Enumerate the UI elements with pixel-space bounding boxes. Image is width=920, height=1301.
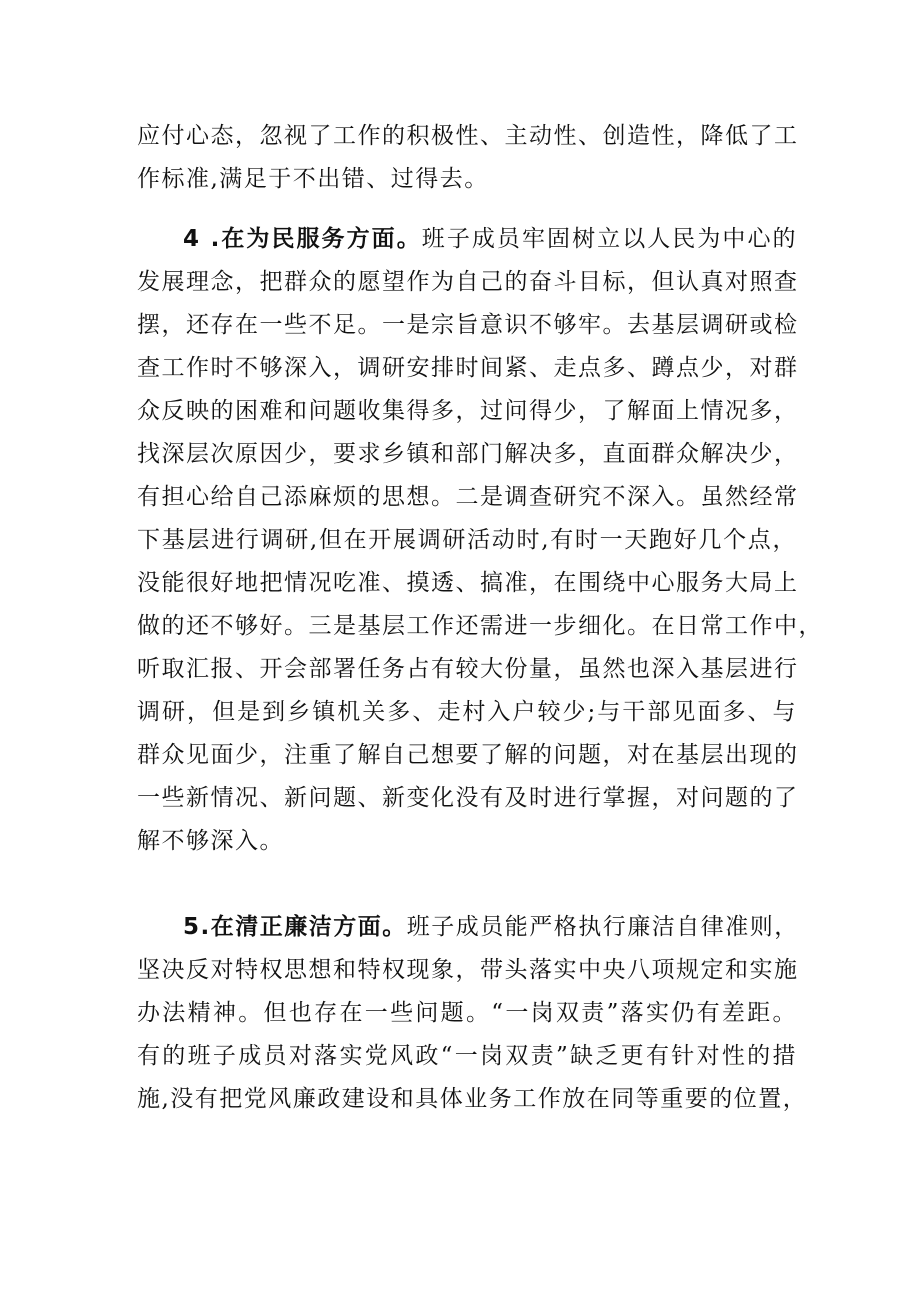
text-run: 班子成员牢固树立以人民为中心的 bbox=[421, 226, 798, 252]
text-line bbox=[137, 906, 797, 949]
text-line: 解不够深入。 bbox=[137, 828, 284, 854]
text-line: 有担心给自己添麻烦的思想。二是调查研究不深入。虽然经常 bbox=[137, 484, 799, 510]
text-line: 坚决反对特权思想和特权现象，带头落实中央八项规定和实施 bbox=[137, 957, 799, 983]
text-line: 应付心态，忽视了工作的积极性、主动性、创造性，降低了工 bbox=[137, 123, 799, 149]
text-line: 作标准,满足于不出错、过得去。 bbox=[137, 166, 489, 192]
text-line: 一些新情况、新问题、新变化没有及时进行掌握，对问题的了 bbox=[137, 785, 799, 811]
text-line: 施,没有把党风廉政建设和具体业务工作放在同等重要的位置， bbox=[137, 1086, 808, 1112]
text-line: 发展理念，把群众的愿望作为自己的奋斗目标，但认真对照查 bbox=[137, 269, 799, 295]
text-line: 找深层次原因少，要求乡镇和部门解决多，直面群众解决少， bbox=[137, 441, 799, 467]
text-line: 群众见面少，注重了解自己想要了解的问题，对在基层出现的 bbox=[137, 742, 799, 768]
text-line: 办法精神。但也存在一些问题。“一岗双责”落实仍有差距。 bbox=[137, 1000, 797, 1026]
paragraph-service bbox=[137, 218, 823, 863]
text-run: 班子成员能严格执行廉洁自律准则， bbox=[406, 914, 799, 940]
text-line: 听取汇报、开会部署任务占有较大份量，虽然也深入基层进行 bbox=[137, 656, 799, 682]
text-line: 做的还不够好。三是基层工作还需进一步细化。在日常工作中， bbox=[137, 613, 823, 639]
text-line: 查工作时不够深入，调研安排时间紧、走点多、蹲点少，对群 bbox=[137, 355, 799, 381]
paragraph-integrity bbox=[137, 906, 808, 1121]
text-line: 有的班子成员对落实党风政“一岗双责”缺乏更有针对性的措 bbox=[137, 1043, 797, 1069]
text-line: 下基层进行调研,但在开展调研活动时,有时一天跑好几个点， bbox=[137, 527, 797, 553]
text-line bbox=[137, 218, 797, 261]
text-line: 调研，但是到乡镇机关多、走村入户较少;与干部见面多、与 bbox=[137, 699, 797, 725]
text-line: 摆，还存在一些不足。一是宗旨意识不够牢。去基层调研或检 bbox=[137, 312, 799, 338]
paragraph-continuation bbox=[137, 115, 797, 201]
section-heading: 4 .在为民服务方面。 bbox=[183, 226, 422, 252]
section-heading: 5.在清正廉洁方面。 bbox=[183, 914, 407, 940]
text-line: 没能很好地把情况吃准、摸透、搞准，在围绕中心服务大局上 bbox=[137, 570, 799, 596]
text-line: 众反映的困难和问题收集得多，过问得少，了解面上情况多， bbox=[137, 398, 799, 424]
